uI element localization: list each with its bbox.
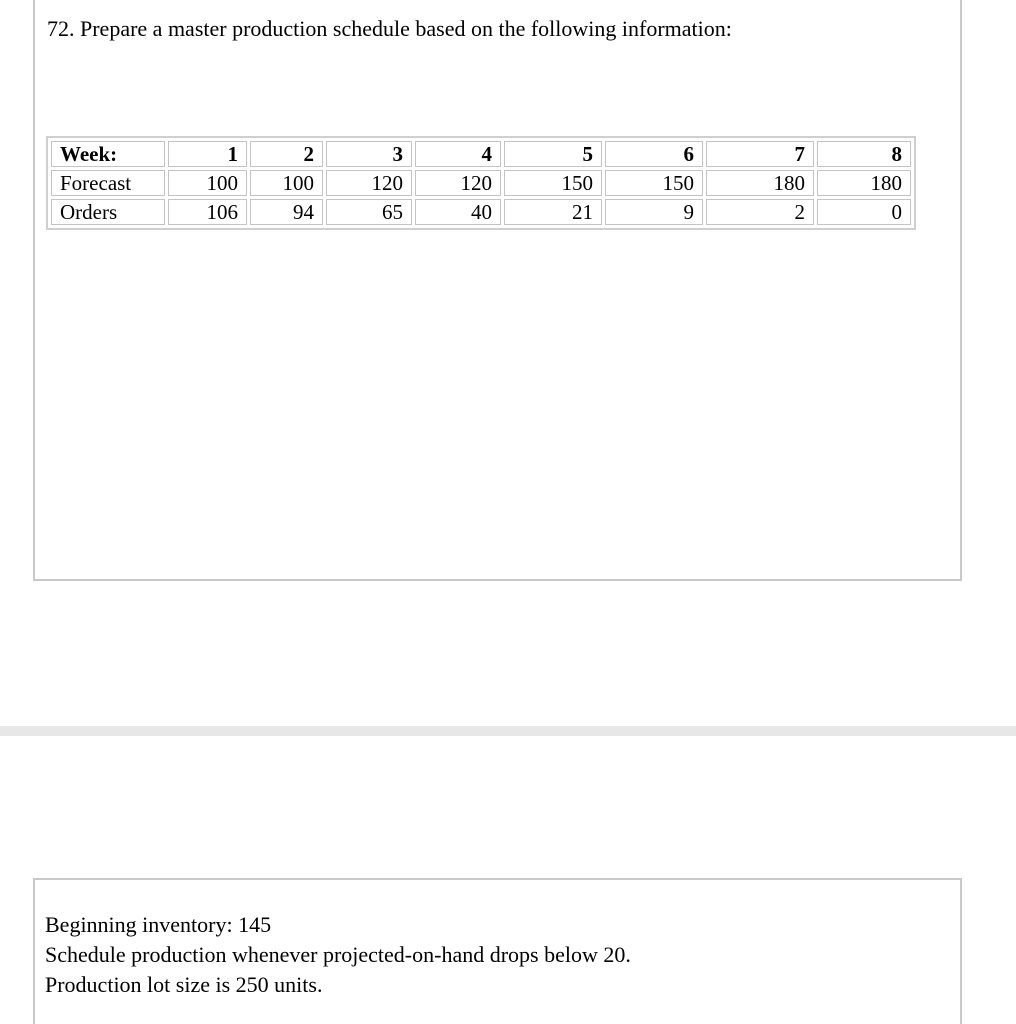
table-header-row — [51, 141, 911, 167]
section-divider — [0, 726, 1016, 736]
week-cell: 2 — [250, 141, 323, 167]
week-header-label: Week: — [51, 141, 165, 167]
table-cell: 180 — [706, 170, 814, 196]
question-text: 72. Prepare a master production schedule based on the following information: — [47, 16, 732, 41]
table-cell: 120 — [326, 170, 412, 196]
question-card — [33, 0, 962, 581]
table-cell: 100 — [168, 170, 247, 196]
table-cell: 9 — [605, 199, 703, 225]
week-cell: 3 — [326, 141, 412, 167]
row-label: Forecast — [51, 170, 165, 196]
table-cell: 94 — [250, 199, 323, 225]
info-line-schedule-rule: Schedule production whenever projected-on-hand drops below 20. — [45, 942, 631, 967]
table-cell: 150 — [504, 170, 602, 196]
schedule-table — [46, 136, 916, 230]
row-label: Orders — [51, 199, 165, 225]
table-cell: 100 — [250, 170, 323, 196]
table-row-orders — [51, 199, 911, 225]
table-cell: 0 — [817, 199, 911, 225]
table-cell: 180 — [817, 170, 911, 196]
info-line-beginning-inventory: Beginning inventory: 145 — [45, 912, 272, 937]
table-cell: 120 — [415, 170, 501, 196]
week-cell: 8 — [817, 141, 911, 167]
week-cell: 4 — [415, 141, 501, 167]
table-row-forecast — [51, 170, 911, 196]
table-cell: 150 — [605, 170, 703, 196]
table-cell: 106 — [168, 199, 247, 225]
table-cell: 40 — [415, 199, 501, 225]
table-cell: 21 — [504, 199, 602, 225]
table-cell: 65 — [326, 199, 412, 225]
week-cell: 7 — [706, 141, 814, 167]
info-card — [33, 878, 962, 1024]
table-cell: 2 — [706, 199, 814, 225]
week-cell: 5 — [504, 141, 602, 167]
week-cell: 1 — [168, 141, 247, 167]
info-text — [45, 910, 631, 1000]
week-cell: 6 — [605, 141, 703, 167]
info-line-lot-size: Production lot size is 250 units. — [45, 972, 323, 997]
